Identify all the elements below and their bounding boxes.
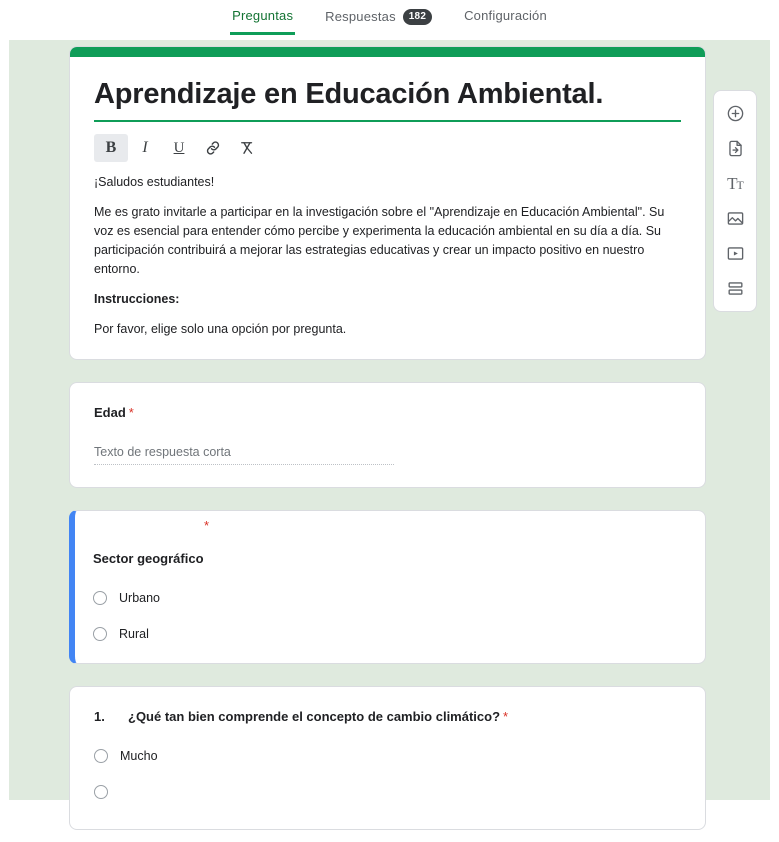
left-margin [0,40,9,800]
link-icon[interactable] [196,134,230,162]
form-description-line-2: Me es grato invitarle a participar en la investigación sobre el "Aprendizaje en Educación Ambiental". Su voz es esencial para entender cómo percibe y experimenta la educación ambiental en su día a día. Su participación contribuirá a mejorar las estrategias educativas y crear un impacto positivo en nuestro entorno. [94,205,665,276]
italic-icon[interactable]: I [142,139,148,156]
form-description-line-3: Instrucciones: [94,292,180,306]
header-accent-bar [70,47,705,57]
add-video-icon[interactable] [716,237,754,270]
responses-count-badge: 182 [403,9,432,25]
required-marker-sector: * [204,518,210,533]
radio-icon-mucho[interactable] [94,749,108,763]
required-marker-1: * [503,709,509,724]
rich-text-toolbar [94,134,681,162]
form-description-line-4: Por favor, elige solo una opción por pregunta. [94,322,347,336]
tab-preguntas-label: Preguntas [232,8,294,23]
question-title-edad: Edad [94,405,126,420]
option-row-urbano[interactable] [93,591,681,605]
bold-icon[interactable]: B [94,134,128,162]
option-label-urbano: Urbano [119,591,160,605]
add-section-icon[interactable] [716,272,754,305]
add-title-description-icon[interactable]: TT [727,173,743,193]
add-image-icon[interactable] [716,202,754,235]
question-number-1: 1. [94,709,105,724]
tab-configuracion[interactable] [462,9,549,32]
option-row-mucho[interactable] [94,749,681,763]
question-title-sector: Sector geográfico [93,551,204,566]
question-card-1[interactable] [69,686,706,830]
required-marker-edad: * [128,405,134,420]
option-row-rural[interactable] [93,627,681,641]
right-margin [770,40,779,800]
form-column [69,40,706,842]
tab-respuestas-label: Respuestas [325,9,396,24]
form-description-line-1: ¡Saludos estudiantes! [94,175,215,189]
option-row-partial[interactable] [94,785,681,799]
import-questions-icon[interactable] [716,132,754,165]
underline-icon[interactable]: U [173,139,185,156]
form-editor-side-toolbar [713,90,757,312]
form-title[interactable]: Aprendizaje en Educación Ambiental. [94,77,681,122]
option-label-mucho: Mucho [120,749,158,763]
radio-icon-rural[interactable] [93,627,107,641]
question-card-edad[interactable] [69,382,706,488]
option-label-rural: Rural [119,627,149,641]
add-question-icon[interactable] [716,97,754,130]
form-tabs [0,0,779,40]
form-canvas [0,40,779,800]
tab-configuracion-label: Configuración [464,8,547,23]
question-title-1: ¿Qué tan bien comprende el concepto de cambio climático? [128,709,501,724]
radio-icon-partial[interactable] [94,785,108,799]
tab-preguntas[interactable] [230,9,295,35]
clear-formatting-icon[interactable] [230,134,264,162]
short-answer-placeholder-edad[interactable]: Texto de respuesta corta [94,445,394,465]
radio-icon-urbano[interactable] [93,591,107,605]
question-card-sector-geografico[interactable] [69,510,706,664]
tab-respuestas[interactable] [323,9,434,34]
form-header-card[interactable] [69,46,706,360]
